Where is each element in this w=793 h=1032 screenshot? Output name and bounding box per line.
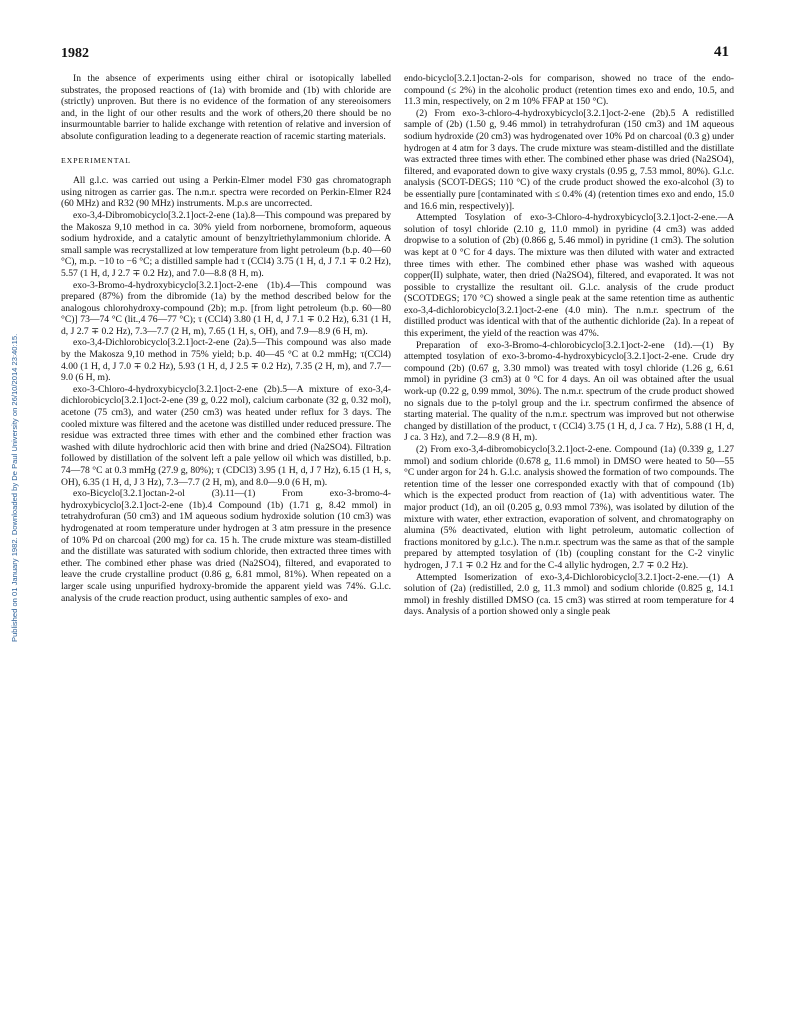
paragraph-bromochloride-method-2: (2) From exo-3,4-dibromobicyclo[3.2.1]oct-2-ene. Compound (1a) (0.339 g, 1.27 mmol) and sodium chloride (0.678 g, 11.6 mmol) in DMSO were heated to 50—55 °C under argon for 24 h. G.l.c. analysis showed the formation of two compounds. The retention time of the lesser one corresponded exactly with that of compound (1b) which is the expected product from reaction of (1a) with adventitious water. The major product (1d), an oil (0.205 g, 0.93 mmol 73%), was isolated by dilution of the mixture with water, ether extraction, evaporation of solvent, and chromatography on alumina (5% deactivated, elution with light petroleum, automatic collection of fractions monitored by g.l.c.). The n.m.r. spectrum was the same as that of the sample prepared by attempted tosylation of (1b) (coupling constant for the C-2 vinylic hydrogen, J 7.1 ∓ 0.2 Hz and for the C-4 allylic hydrogen, 2.7 ∓ 0.2 Hz). [404,444,734,571]
paragraph-general-methods: All g.l.c. was carried out using a Perkin-Elmer model F30 gas chromatograph using nitrogen as carrier gas. The n.m.r. spectra were recorded on Perkin-Elmer R24 (60 MHz) and R32 (90 MHz) instruments. M.p.s are uncorrected. [61,175,391,210]
download-watermark [4,212,24,642]
paragraph-bromohydrin-1b: exo-3-Bromo-4-hydroxybicyclo[3.2.1]oct-2-ene (1b).4—This compound was prepared (87%) from the dibromide (1a) by the method described below for the analogous chlorohydroxy-compound (2b); m.p. [from light petroleum (b.p. 60—80 °C)] 73—74 °C (lit.,4 76—77 °C); τ (CCl4) 3.80 (1 H, d, J 7.1 ∓ 0.2 Hz), 6.31 (1 H, d, J 2.7 ∓ 0.2 Hz), 7.3—7.7 (2 H, m), 7.65 (1 H, s, OH), and 7.9—8.9 (6 H, m). [61,279,391,337]
paragraph-octanol-continued: endo-bicyclo[3.2.1]octan-2-ols for comparison, showed no trace of the endo-compound (≤ 2%) in the alcoholic product (retention times exo and endo, 10.5, and 11.3 min, respectively, on 2 m 10% FFAP at 150 °C). [404,73,734,108]
page-number: 41 [714,44,729,60]
paragraph-octanol-3: exo-Bicyclo[3.2.1]octan-2-ol (3).11—(1) From exo-3-bromo-4-hydroxybicyclo[3.2.1]oct-2-ene (1b).4 Compound (1b) (1.71 g, 8.42 mmol) in tetrahydrofuran (50 cm3) and 1M aqueous sodium hydroxide solution (10 cm3) was hydrogenated at room temperature under hydrogen at 3 atm pressure in the presence of 10% Pd on charcoal (200 mg) for ca. 15 h. The crude mixture was steam-distilled and the distillate was saturated with sodium chloride, then extracted three times with ether. The combined ether phase was dried (Na2SO4), filtered, and evaporated to leave the crude crystalline product (0.86 g, 6.81 mmol, 81%). When repeated on a larger scale using unpurified hydroxy-bromide the apparent yield was 74%. G.l.c. analysis of the crude reaction product, using authentic samples of exo- and [61,488,391,604]
paragraph-dibromide-1a: exo-3,4-Dibromobicyclo[3.2.1]oct-2-ene (1a).8—This compound was prepared by the Makosza 9,10 method in ca. 30% yield from norbornene, bromoform, aqueous sodium hydroxide, and a catalytic amount of benzyltriethylammonium chloride. A small sample was recrystallized at low temperature from light petroleum (b.p. 40—60 °C), m.p. −10 to −6 °C; a distilled sample had τ (CCl4) 3.75 (1 H, d, J 7.1 ∓ 0.2 Hz), 5.57 (1 H, d, J 2.7 ∓ 0.2 Hz), and 7.0—8.8 (8 H, m). [61,209,391,279]
journal-year: 1982 [61,46,89,61]
watermark-text[interactable]: Published on 01 January 1982. Downloaded by De Paul University on 26/10/2014 23:40:15. [10,333,19,642]
paragraph-attempted-isomerization: Attempted Isomerization of exo-3,4-Dichlorobicyclo[3.2.1]oct-2-ene.—(1) A solution of (2a) (redistilled, 2.0 g, 11.3 mmol) and sodium chloride (0.825 g, 14.1 mmol) in freshly distilled DMSO (ca. 15 cm3) was stirred at room temperature for 4 days. Analysis of a portion showed only a single peak [404,571,734,618]
right-column [404,73,734,618]
paragraph-dichloride-2a: exo-3,4-Dichlorobicyclo[3.2.1]oct-2-ene (2a).5—This compound was also made by the Makosza 9,10 method in 75% yield; b.p. 40—45 °C at 0.2 mmHg; τ(CCl4) 4.00 (1 H, d, J 7.0 ∓ 0.2 Hz), 5.93 (1 H, d, J 2.5 ∓ 0.2 Hz), 7.35 (2 H, m), and 7.7—9.0 (6 H, m). [61,337,391,384]
paragraph-octanol-method-2: (2) From exo-3-chloro-4-hydroxybicyclo[3.2.1]oct-2-ene (2b).5 A redistilled sample of (2b) (1.50 g, 9.46 mmol) in tetrahydrofuran (150 cm3) and 1M aqueous sodium hydroxide (20 cm3) was hydrogenated over 10% Pd on charcoal (0.3 g) under hydrogen at 4 atm for 3 days. The crude mixture was steam-distilled and the distillate was extracted three times with ether. The combined ether phase was dried (Na2SO4), filtered, and evaporated down to give waxy crystals (0.95 g, 7.53 mmol, 80%). G.l.c. analysis (SCOT-DEGS; 110 °C) of the crude product showed the exo-alcohol (3) to be essentially pure [contaminated with ≤ 0.4% (4) (retention times exo and endo, 15.0 and 16.6 min, respectively)]. [404,107,734,212]
section-heading-experimental: EXPERIMENTAL [61,155,131,165]
paragraph-chlorohydrin-2b: exo-3-Chloro-4-hydroxybicyclo[3.2.1]oct-2-ene (2b).5—A mixture of exo-3,4-dichlorobicyclo[3.2.1]oct-2-ene (39 g, 0.22 mol), calcium carbonate (32 g, 0.32 mol), acetone (75 cm3), and water (250 cm3) was heated under reflux for 3 days. The cooled mixture was filtered and the acetone was distilled under reduced pressure. The residue was extracted three times with ether and the combined ether fraction was washed with dilute hydrochloric acid then with brine and dried (Na2SO4). Filtration followed by distillation of the solvent left a pale yellow oil which was distilled, b.p. 74—78 °C at 0.3 mmHg (27.9 g, 80%); τ (CDCl3) 3.95 (1 H, d, J 7 Hz), 6.15 (1 H, s, OH), 6.35 (1 H, d, J 3 Hz), 7.3—7.7 (2 H, m), and 8.0—9.0 (6 H, m). [61,383,391,488]
intro-paragraph: In the absence of experiments using either chiral or isotopically labelled substrates, the proposed reactions of (1a) with bromide and (1b) with chloride are (strictly) unproven. But there is no evidence of the formation of any stereoisomers and, in the light of our other results and the work of others,20 there should be no insurmountable barrier to halide exchange with retention of relative and inversion of absolute configuration leading to a degenerate reaction of racemic starting materials. [61,73,391,142]
paragraph-bromochloride-1d: Preparation of exo-3-Bromo-4-chlorobicyclo[3.2.1]oct-2-ene (1d).—(1) By attempted tosylation of exo-3-bromo-4-hydroxybicyclo[3.2.1]oct-2-ene. Crude dry compound (2b) (0.67 g, 3.30 mmol) was treated with tosyl chloride (1.26 g, 6.61 mmol) in pyridine (3 cm3) at 0 °C for 4 days. An oil was obtained after the usual work-up (0.22 g, 0.99 mmol, 30%). The n.m.r. spectrum of the crude product showed no signals due to the p-tolyl group and the i.r. spectrum confirmed the absence of starting material. The quality of the n.m.r. spectrum was improved but not otherwise changed by distillation of the product, τ (CCl4) 3.75 (1 H, d, J ca. 7 Hz), 5.88 (1 H, d, J ca. 3 Hz), and 7.2—8.9 (8 H, m). [404,339,734,444]
paragraph-attempted-tosylation: Attempted Tosylation of exo-3-Chloro-4-hydroxybicyclo[3.2.1]oct-2-ene.—A solution of tosyl chloride (2.10 g, 11.0 mmol) in pyridine (4 cm3) was added dropwise to a solution of (2b) (0.866 g, 5.46 mmol) in pyridine (1 cm3). The solution was kept at 0 °C for 4 days. The mixture was then diluted with water and extracted three times with ether. The combined ether phase was washed with aqueous copper(II) sulphate, water, then dried (Na2SO4), filtered, and evaporated. It was not possible to crystallize the resultant oil. G.l.c. analysis of the crude product (SCOTDEGS; 170 °C) showed a single peak at the same retention time as authentic exo-3,4-dichlorobicyclo[3.2.1]oct-2-ene (4.0 min). The n.m.r. spectrum of the distilled product was identical with that of the authentic dichloride (2a). In a repeat of this experiment, the yield of the reaction was 47%. [404,212,734,340]
left-column [61,73,391,604]
